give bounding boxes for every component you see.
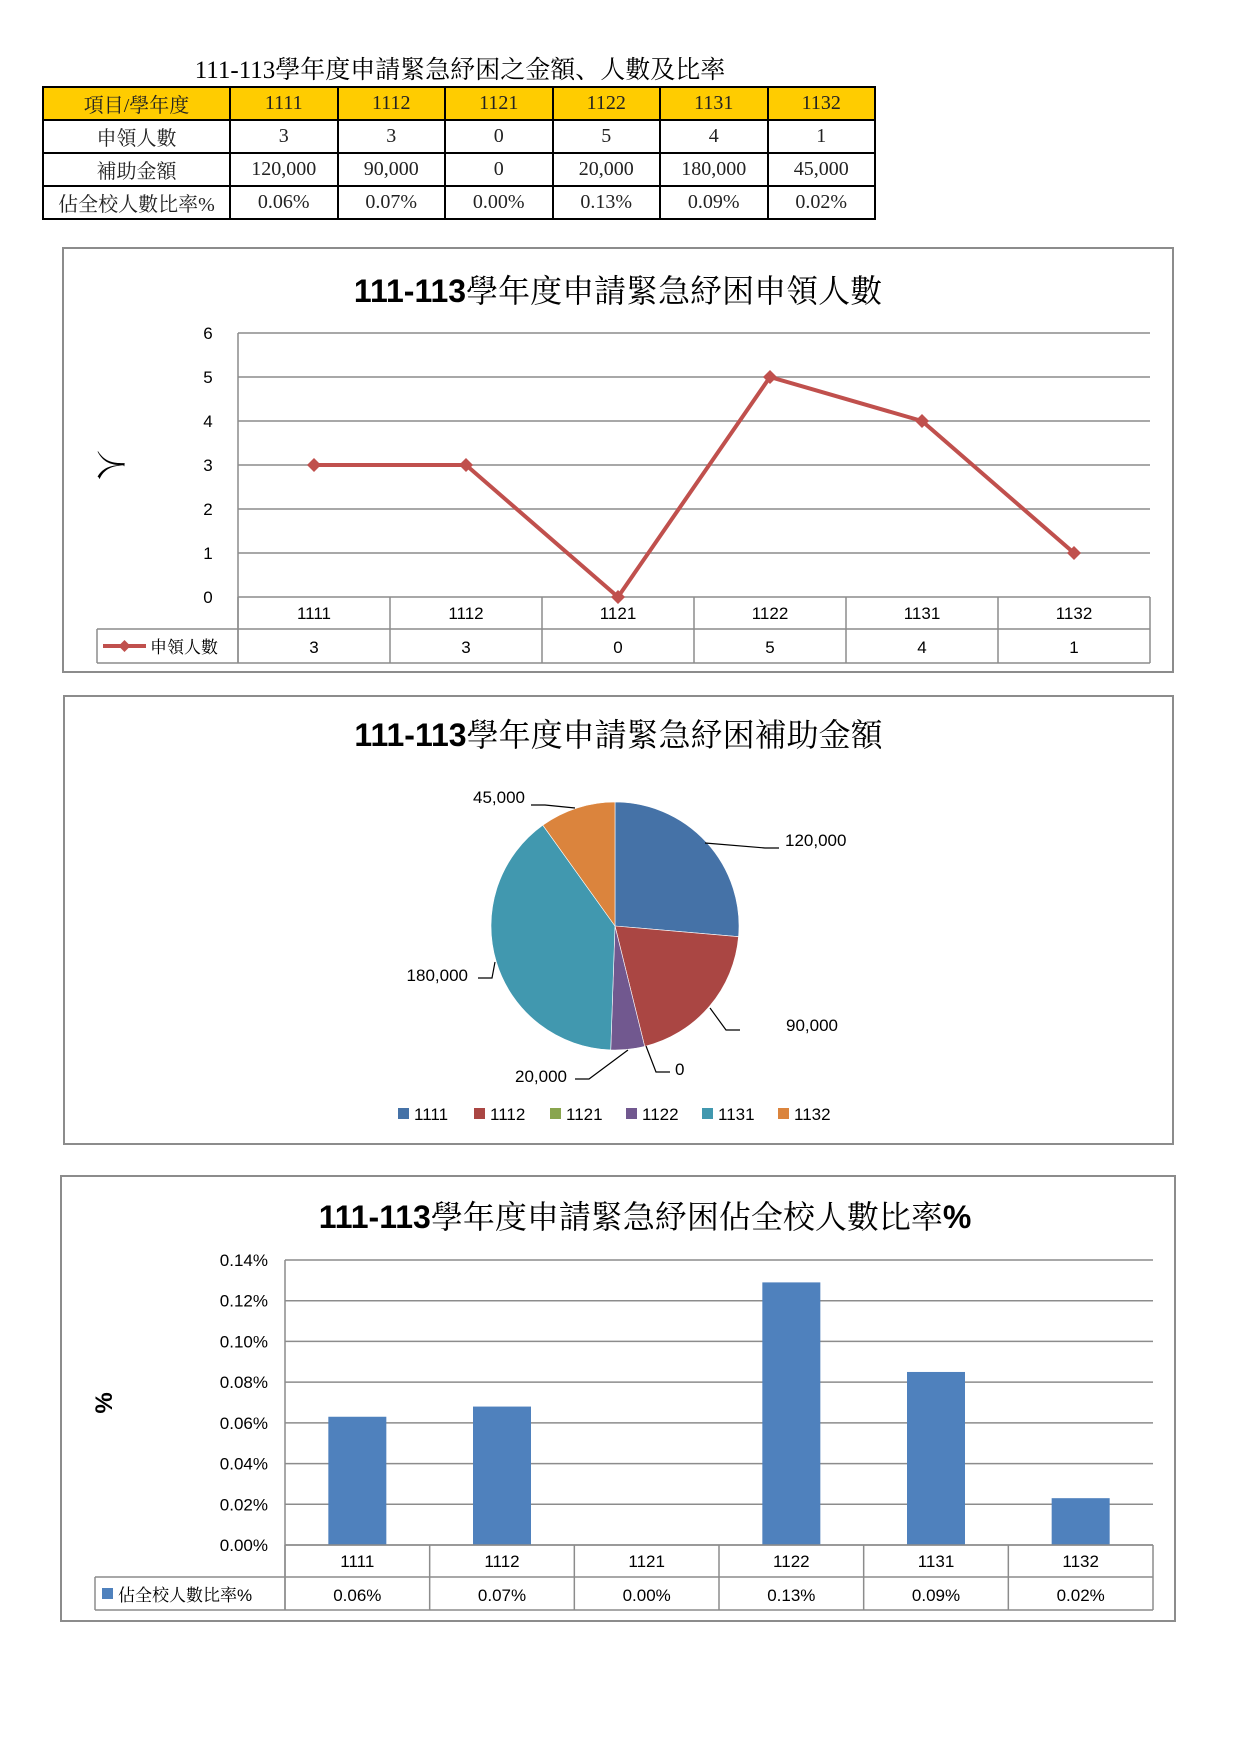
- row-label-cell: 項目/學年度: [43, 87, 230, 120]
- bar-1122: [762, 1282, 820, 1545]
- table-cell: 0: [445, 153, 553, 186]
- table-cell: 1112: [338, 87, 446, 120]
- bar-1131: [907, 1372, 965, 1545]
- pie-chart-title: 111-113學年度申請緊急紓困補助金額: [354, 717, 883, 753]
- legend-label: 申領人數: [150, 638, 218, 657]
- table-cell: 1121: [445, 87, 553, 120]
- data-table-value: 0.00%: [622, 1586, 671, 1605]
- pie-data-label: 90,000: [786, 1016, 838, 1035]
- table-cell: 20,000: [553, 153, 661, 186]
- legend-label: 1122: [642, 1105, 679, 1124]
- y-tick-label: 0.02%: [219, 1495, 268, 1515]
- x-category-label: 1122: [751, 604, 789, 623]
- y-tick-label: 6: [203, 324, 213, 343]
- data-table-value: 4: [917, 638, 927, 657]
- x-category-label: 1111: [296, 604, 332, 623]
- pie-data-label: 0: [675, 1060, 685, 1079]
- data-table-value: 3: [461, 638, 471, 657]
- data-table-value: 0.06%: [333, 1586, 382, 1605]
- x-category-label: 1112: [448, 604, 484, 623]
- data-table-value: 0: [613, 638, 623, 657]
- table-cell: 3: [230, 120, 338, 153]
- table-cell: 0.02%: [768, 186, 876, 219]
- y-tick-label: 1: [203, 544, 213, 563]
- y-tick-label: 0: [203, 588, 213, 607]
- table-cell: 45,000: [768, 153, 876, 186]
- x-category-label: 1111: [340, 1552, 375, 1571]
- x-category-label: 1131: [917, 1552, 955, 1571]
- row-label-cell: 補助金額: [43, 153, 230, 186]
- y-tick-label: 3: [203, 456, 213, 475]
- y-tick-label: 0.14%: [219, 1251, 268, 1270]
- x-category-label: 1112: [484, 1552, 520, 1571]
- pie-data-label: 45,000: [473, 788, 525, 807]
- table-cell: 0.13%: [553, 186, 661, 219]
- x-category-label: 1132: [1062, 1552, 1099, 1571]
- legend-label: 1112: [490, 1105, 526, 1124]
- table-cell: 4: [660, 120, 768, 153]
- pie-data-label: 180,000: [406, 966, 468, 985]
- data-table-value: 3: [309, 638, 319, 657]
- data-table-value: 0.02%: [1056, 1586, 1105, 1605]
- bar-chart-title: 111-113學年度申請緊急紓困佔全校人數比率%: [318, 1199, 972, 1235]
- y-tick-label: 5: [203, 368, 213, 387]
- y-tick-label: 0.08%: [219, 1373, 268, 1393]
- y-tick-label: 0.10%: [219, 1332, 268, 1352]
- table-cell: 1132: [768, 87, 876, 120]
- bar-1112: [473, 1407, 531, 1545]
- data-table-value: 0.09%: [911, 1586, 961, 1605]
- table-cell: 1: [768, 120, 876, 153]
- row-label-cell: 申領人數: [43, 120, 230, 153]
- table-cell: 0.06%: [230, 186, 338, 219]
- legend-swatch-icon: [102, 1588, 113, 1599]
- data-table-value: 0.07%: [477, 1586, 527, 1605]
- x-category-label: 1131: [903, 604, 941, 623]
- table-cell: 90,000: [338, 153, 446, 186]
- row-label-cell: 佔全校人數比率%: [43, 186, 230, 219]
- y-tick-label: 0.12%: [219, 1291, 268, 1311]
- table-cell: 180,000: [660, 153, 768, 186]
- summary-title: 111-113學年度申請緊急紓困之金額、人數及比率: [194, 57, 726, 84]
- table-cell: 120,000: [230, 153, 338, 186]
- y-tick-label: 0.04%: [219, 1454, 268, 1474]
- legend-label: 1132: [794, 1105, 831, 1124]
- x-category-label: 1121: [628, 1552, 665, 1571]
- legend-label: 1121: [566, 1105, 603, 1124]
- y-tick-label: 0.06%: [219, 1413, 268, 1433]
- table-cell: 1122: [553, 87, 661, 120]
- x-category-label: 1121: [599, 604, 637, 623]
- legend-label: 1111: [414, 1105, 449, 1124]
- y-tick-label: 4: [203, 412, 213, 431]
- x-category-label: 1122: [773, 1552, 810, 1571]
- pie-data-label: 20,000: [515, 1067, 567, 1086]
- pie-data-label: 120,000: [785, 831, 847, 850]
- table-cell: 1131: [660, 87, 768, 120]
- legend-label: 1131: [718, 1105, 755, 1124]
- x-category-label: 1132: [1055, 604, 1093, 623]
- table-cell: 5: [553, 120, 661, 153]
- y-tick-label: 0.00%: [219, 1536, 268, 1555]
- y-axis-label: 人: [92, 450, 127, 480]
- table-cell: 0: [445, 120, 553, 153]
- table-cell: 3: [338, 120, 446, 153]
- y-tick-label: 2: [203, 500, 213, 519]
- table-cell: 0.09%: [660, 186, 768, 219]
- data-table-value: 0.13%: [767, 1586, 816, 1605]
- bar-1111: [328, 1417, 386, 1545]
- data-table-value: 1: [1069, 638, 1079, 657]
- table-cell: 1111: [230, 87, 338, 120]
- table-cell: 0.00%: [445, 186, 553, 219]
- y-axis-label: %: [91, 1392, 118, 1414]
- legend-label: 佔全校人數比率%: [118, 1586, 253, 1605]
- line-chart-title: 111-113學年度申請緊急紓困申領人數: [353, 273, 883, 309]
- bar-1132: [1052, 1498, 1110, 1545]
- data-table-value: 5: [765, 638, 775, 657]
- table-cell: 0.07%: [338, 186, 446, 219]
